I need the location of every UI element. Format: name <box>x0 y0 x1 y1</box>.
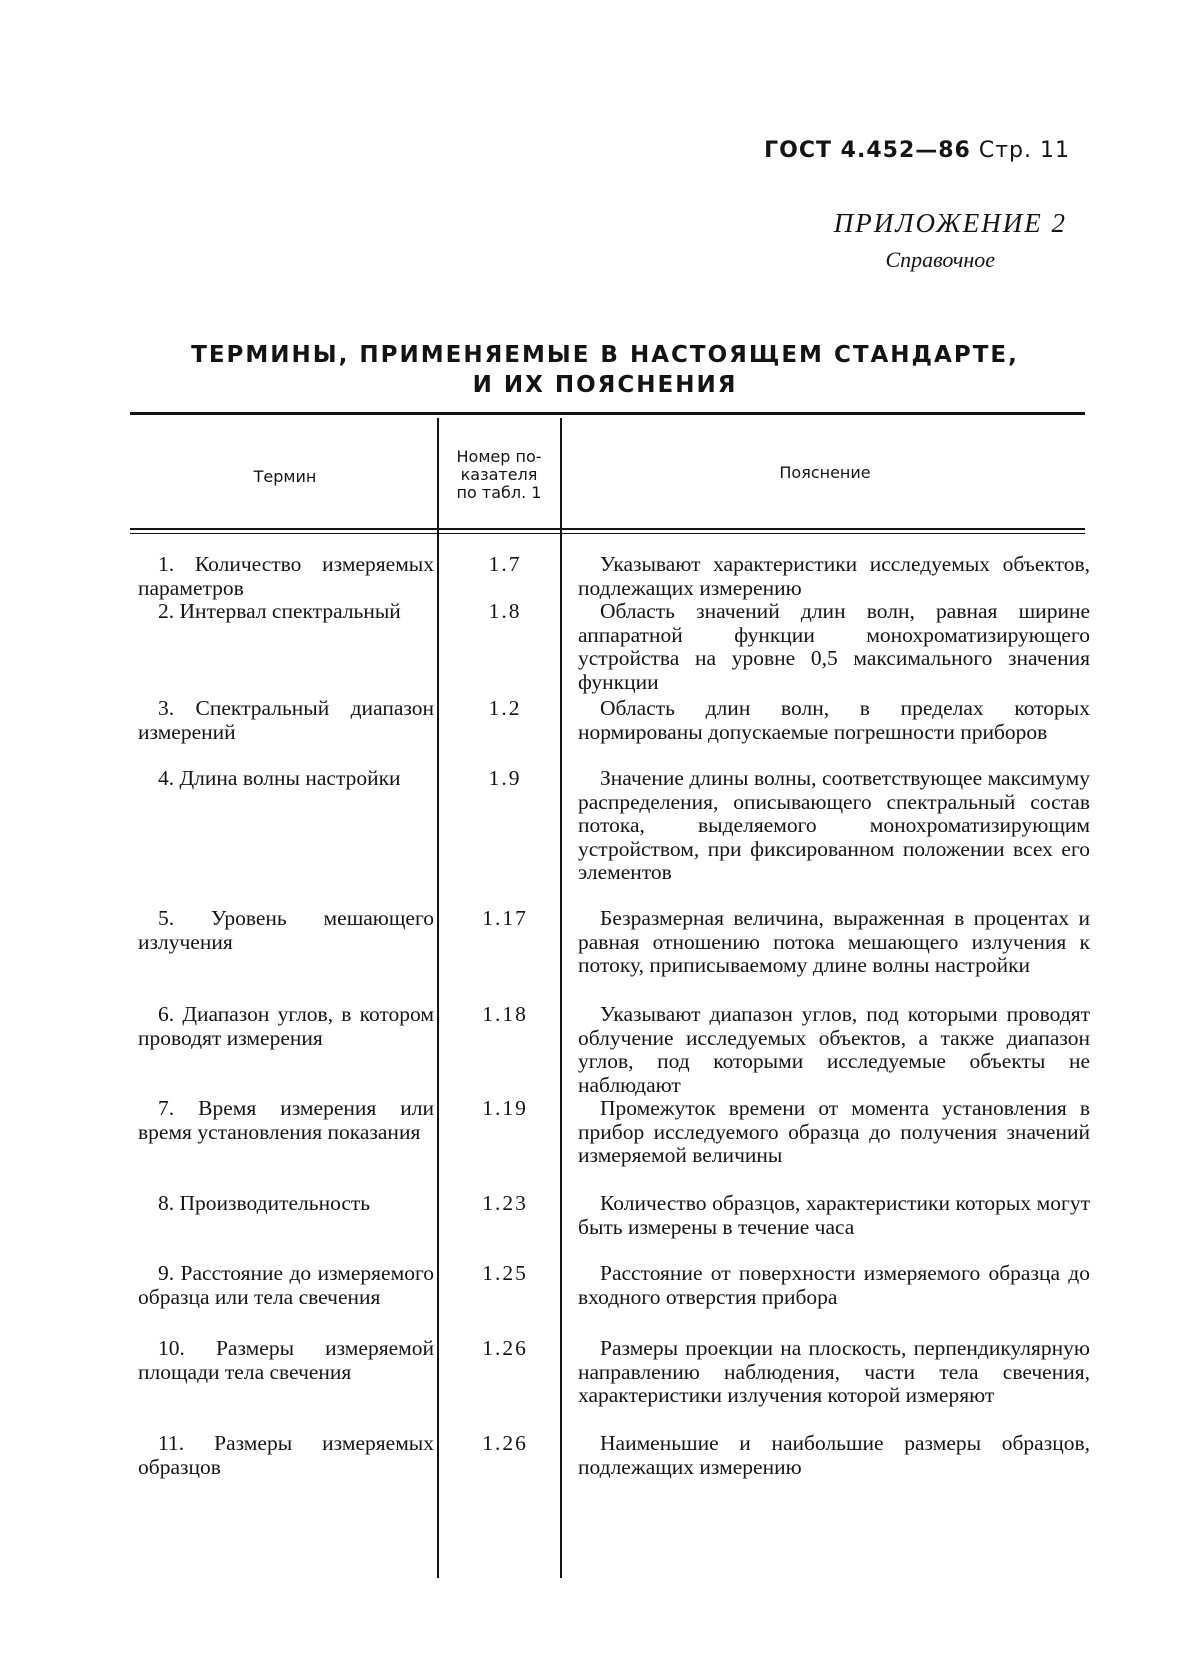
title-line-1: ТЕРМИНЫ, ПРИМЕНЯЕМЫЕ В НАСТОЯЩЕМ СТАНДАРТЕ, <box>191 342 1019 368</box>
index-cell: 1.2 <box>488 696 522 720</box>
term-cell: 11. Размеры измеряемых образцов <box>138 1431 434 1479</box>
term-cell: 9. Расстояние до измеряемого образца или тела свечения <box>138 1261 434 1309</box>
explanation-cell: Расстояние от поверхности измеряемого образца до входного отверстия прибора <box>578 1261 1090 1309</box>
header-index-line-2: казателя <box>460 465 538 484</box>
explanation-cell: Безразмерная величина, выраженная в процентах и равная отношению потока мешающего излучения к потоку, приписываемому длине волны настройки <box>578 906 1090 977</box>
page-number: Стр. 11 <box>978 138 1070 163</box>
term-cell: 2. Интервал спектральный <box>158 599 401 623</box>
header-term: Термин <box>253 467 317 486</box>
explanation-cell: Промежуток времени от момента установления в прибор исследуемого образца до получения значений измеряемой величины <box>578 1096 1090 1167</box>
index-cell: 1.26 <box>482 1336 528 1360</box>
column-divider-1 <box>437 418 439 1578</box>
explanation-cell: Область значений длин волн, равная ширине аппаратной функции монохроматизирующего устройства на уровне 0,5 максимального значения функции <box>578 599 1090 694</box>
header-explanation: Пояснение <box>779 463 871 482</box>
header-bottom-rule <box>130 528 1085 530</box>
explanation-cell: Область длин волн, в пределах которых нормированы допускаемые погрешности приборов <box>578 696 1090 744</box>
table-top-rule <box>130 412 1085 415</box>
explanation-cell: Указывают диапазон углов, под которыми проводят облучение исследуемых объектов, а также диапазон углов, под которыми исследуемые объекты не наблюдают <box>578 1002 1090 1097</box>
standard-number: ГОСТ 4.452—86 <box>764 138 971 163</box>
term-cell: 10. Размеры измеряемой площади тела свечения <box>138 1336 434 1384</box>
explanation-cell: Количество образцов, характеристики которых могут быть измерены в течение часа <box>578 1191 1090 1239</box>
header-index-line-3: по табл. 1 <box>456 483 542 502</box>
header-index-line-1: Номер по- <box>456 447 542 466</box>
header-index <box>440 448 558 502</box>
index-cell: 1.9 <box>488 766 522 790</box>
index-cell: 1.23 <box>482 1191 528 1215</box>
index-cell: 1.26 <box>482 1431 528 1455</box>
index-cell: 1.8 <box>488 599 522 623</box>
term-cell: 6. Диапазон углов, в котором проводят измерения <box>138 1002 434 1050</box>
appendix-subtitle: Справочное <box>885 247 995 272</box>
document-title <box>130 340 1080 400</box>
index-cell: 1.25 <box>482 1261 528 1285</box>
explanation-cell: Указывают характеристики исследуемых объектов, подлежащих измерению <box>578 552 1090 600</box>
appendix-title: ПРИЛОЖЕНИЕ 2 <box>833 208 1067 238</box>
term-cell: 5. Уровень мешающего излучения <box>138 906 434 954</box>
term-cell: 1. Количество измеряемых параметров <box>138 552 434 600</box>
index-cell: 1.7 <box>488 552 522 576</box>
title-line-2: И ИХ ПОЯСНЕНИЯ <box>472 372 738 398</box>
explanation-cell: Наименьшие и наибольшие размеры образцов, подлежащих измерению <box>578 1431 1090 1479</box>
running-header <box>764 138 1070 163</box>
index-cell: 1.18 <box>482 1002 528 1026</box>
column-divider-2 <box>560 418 562 1578</box>
term-cell: 3. Спектральный диапазон измерений <box>138 696 434 744</box>
term-cell: 8. Производительность <box>158 1191 371 1215</box>
header-bottom-rule-2 <box>130 533 1085 534</box>
term-cell: 7. Время измерения или время установления показания <box>138 1096 434 1144</box>
explanation-cell: Значение длины волны, соответствующее максимуму распределения, описывающего спектральный состав потока, выделяемого монохроматизирующим устройством, при фиксированном положении всех его элементов <box>578 766 1090 884</box>
index-cell: 1.17 <box>482 906 528 930</box>
explanation-cell: Размеры проекции на плоскость, перпендикулярную направлению наблюдения, части тела свечения, характеристики излучения которой измеряют <box>578 1336 1090 1407</box>
index-cell: 1.19 <box>482 1096 528 1120</box>
term-cell: 4. Длина волны настройки <box>158 766 401 790</box>
